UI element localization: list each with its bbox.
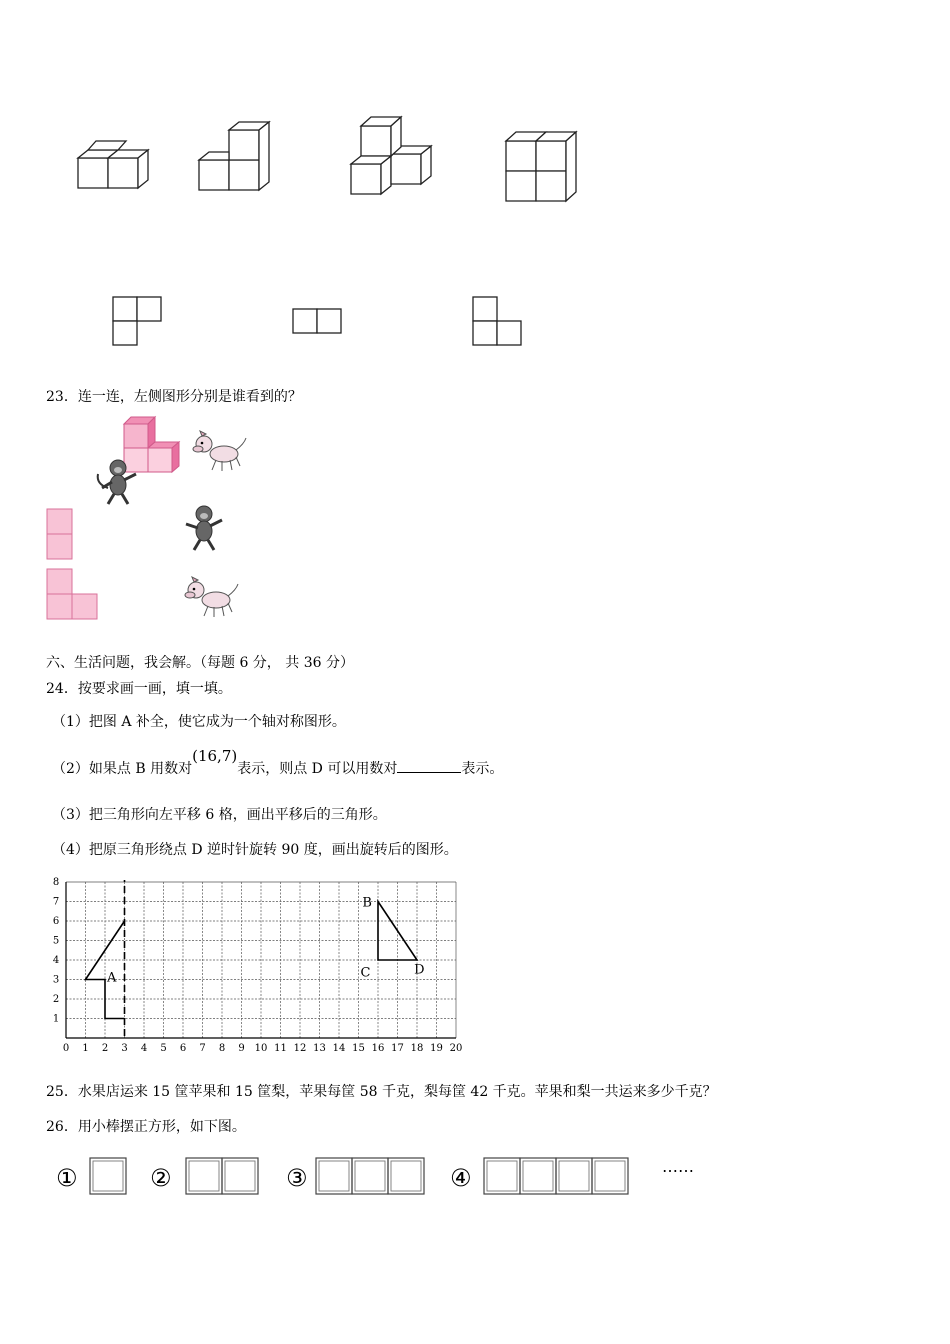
x-tick-label: 16: [371, 1043, 385, 1054]
q24-part4: （4）把原三角形绕点 D 逆时针旋转 90 度，画出旋转后的图形。: [52, 842, 458, 858]
answer-blank[interactable]: [397, 758, 461, 773]
q24-part2-pre: （2）如果点 B 用数对: [52, 761, 193, 777]
stick-square-inner: [595, 1161, 625, 1191]
y-tick-label: 5: [52, 935, 60, 947]
stick-square: [352, 1158, 388, 1194]
view-shape-3: [472, 296, 524, 348]
q24-part2: [52, 747, 504, 778]
x-tick-label: 17: [391, 1043, 404, 1054]
stick-square: [592, 1158, 628, 1194]
x-tick-label: 6: [179, 1043, 187, 1054]
x-tick-label: 7: [199, 1043, 206, 1054]
monkey-icon: [94, 458, 140, 506]
q23-prompt: 23．连一连，左侧图形分别是谁看到的？: [46, 389, 302, 405]
dog-icon: [190, 430, 248, 474]
x-tick-label: 14: [332, 1043, 346, 1054]
stick-square-inner: [189, 1161, 219, 1191]
y-tick-label: 6: [52, 916, 60, 927]
y-tick-label: 8: [52, 877, 60, 888]
stick-square: [484, 1158, 520, 1194]
label-c: C: [360, 965, 371, 981]
x-tick-label: 1: [82, 1043, 89, 1054]
square-count-label: ①: [56, 1164, 78, 1192]
view-pink-l-shape: [46, 568, 100, 622]
stick-square-inner: [319, 1161, 349, 1191]
x-tick-label: 20: [449, 1043, 463, 1054]
cube-figure-2: [196, 120, 276, 195]
x-tick-label: 12: [293, 1043, 307, 1054]
x-tick-label: 18: [410, 1043, 424, 1054]
x-tick-label: 3: [121, 1043, 128, 1054]
stick-square-inner: [487, 1161, 517, 1191]
q24-part3: （3）把三角形向左平移 6 格，画出平移后的三角形。: [52, 807, 387, 823]
x-tick-label: 11: [274, 1043, 287, 1054]
stick-square: [556, 1158, 592, 1194]
q24-part2-pair: (16,7): [192, 747, 238, 765]
x-tick-label: 19: [430, 1043, 443, 1054]
x-tick-label: 2: [101, 1043, 109, 1054]
x-tick-label: 9: [238, 1043, 245, 1054]
q26-text: 26．用小棒摆正方形，如下图。: [46, 1119, 246, 1135]
square-count-label: ④: [450, 1164, 472, 1192]
label-a: A: [106, 970, 117, 986]
y-tick-label: 4: [52, 955, 60, 966]
q24-part1: （1）把图 A 补全，使它成为一个轴对称图形。: [52, 714, 346, 730]
y-tick-label: 3: [52, 974, 60, 986]
x-tick-label: 13: [313, 1043, 326, 1054]
stick-square-inner: [523, 1161, 553, 1191]
view-shape-2: [292, 308, 344, 336]
stick-square-inner: [93, 1161, 123, 1191]
stick-square-inner: [559, 1161, 589, 1191]
x-tick-label: 8: [218, 1043, 226, 1054]
label-d: D: [414, 962, 425, 978]
y-tick-label: 2: [52, 994, 60, 1005]
stick-square: [90, 1158, 126, 1194]
coordinate-grid: [44, 878, 474, 1058]
stick-square-inner: [355, 1161, 385, 1191]
q24-part2-mid: 表示，则点 D 可以用数对: [237, 761, 398, 777]
stick-square: [316, 1158, 352, 1194]
stick-square: [520, 1158, 556, 1194]
stick-square-inner: [391, 1161, 421, 1191]
stick-square: [388, 1158, 424, 1194]
ellipsis: ……: [662, 1157, 694, 1176]
x-tick-label: 0: [62, 1043, 70, 1054]
view-pink-vertical: [46, 508, 74, 562]
cube-figure-3: [348, 114, 438, 198]
label-b: B: [362, 895, 372, 911]
cube-figure-4: [504, 129, 584, 205]
x-tick-label: 10: [254, 1043, 268, 1054]
x-tick-label: 5: [160, 1043, 167, 1054]
section6-heading: 六、生活问题，我会解。（每题 6 分， 共 36 分）: [46, 655, 354, 671]
x-tick-label: 15: [352, 1043, 365, 1054]
view-shape-1: [112, 296, 164, 348]
q24-title: 24．按要求画一画，填一填。: [46, 681, 232, 697]
q25-text: 25．水果店运来 15 筐苹果和 15 筐梨，苹果每筐 58 千克，梨每筐 42 千克。苹果和梨一共运来多少千克？: [46, 1084, 717, 1100]
dog-icon: [182, 576, 240, 620]
stick-squares-figure: [50, 1150, 730, 1206]
cube-figure-1: [76, 138, 156, 193]
stick-square-inner: [225, 1161, 255, 1191]
x-tick-label: 4: [140, 1043, 148, 1054]
y-tick-label: 7: [52, 896, 60, 908]
square-count-label: ②: [150, 1164, 172, 1192]
monkey-icon: [182, 504, 228, 552]
square-count-label: ③: [286, 1164, 308, 1192]
stick-square: [222, 1158, 258, 1194]
y-tick-label: 1: [52, 1013, 60, 1025]
q24-part2-post: 表示。: [461, 761, 504, 777]
stick-square: [186, 1158, 222, 1194]
